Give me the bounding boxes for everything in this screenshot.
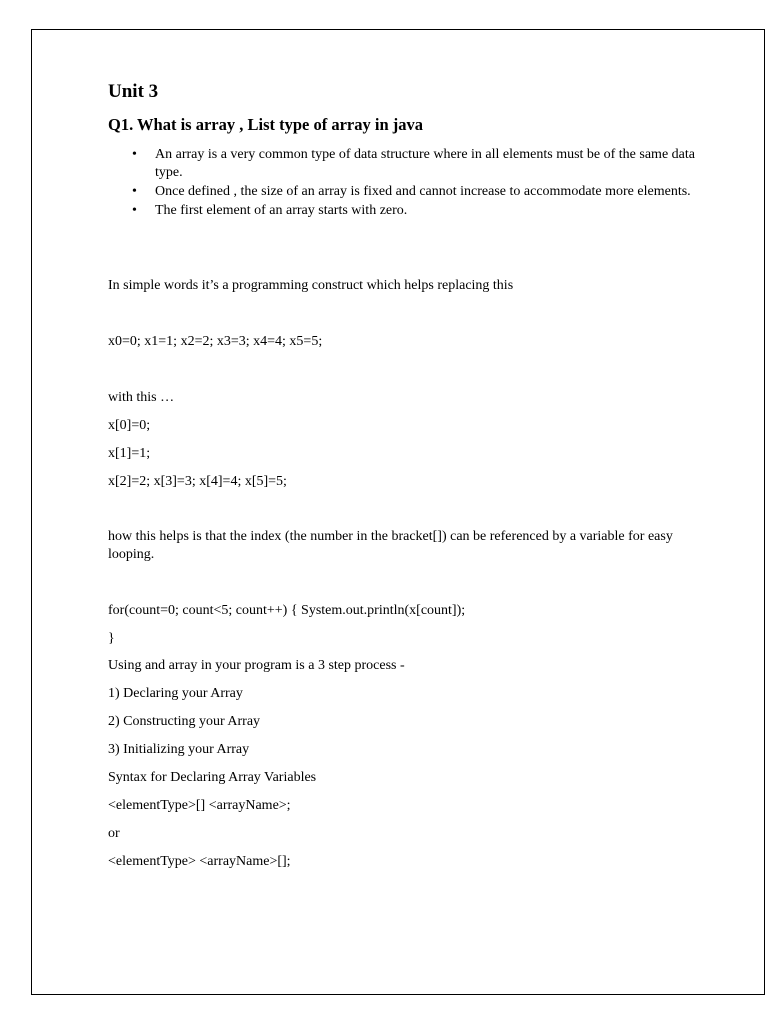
array-example-line: x[2]=2; x[3]=3; x[4]=4; x[5]=5; <box>108 474 287 489</box>
array-example-line: x[0]=0; <box>108 418 151 433</box>
three-step-text: Using and array in your program is a 3 step process - <box>108 658 405 673</box>
bullet-list <box>108 146 698 221</box>
list-item <box>108 202 698 220</box>
with-this-text: with this … <box>108 390 175 405</box>
for-loop-code: for(count=0; count<5; count++) { System.out.println(x[count]); <box>108 603 466 618</box>
unit-heading: Unit 3 <box>108 81 159 102</box>
step-3: 3) Initializing your Array <box>108 742 250 757</box>
step-1: 1) Declaring your Array <box>108 686 243 701</box>
list-item <box>108 146 698 182</box>
step-2: 2) Constructing your Array <box>108 714 261 729</box>
syntax-heading: Syntax for Declaring Array Variables <box>108 770 317 785</box>
syntax-line: <elementType> <arrayName>[]; <box>108 854 291 869</box>
index-explanation: how this helps is that the index (the number in the bracket[]) can be referenced by a variable for easy looping. <box>108 529 673 562</box>
closing-brace: } <box>108 631 115 646</box>
syntax-line: <elementType>[] <arrayName>; <box>108 798 291 813</box>
bullet-icon: • <box>132 147 137 162</box>
question-heading: Q1. What is array , List type of array in java <box>108 115 424 134</box>
or-text: or <box>108 826 120 841</box>
bullet-text: An array is a very common type of data structure where in all elements must be of the same data type. <box>155 147 695 180</box>
list-item <box>108 183 698 201</box>
bullet-icon: • <box>132 203 137 218</box>
intro-paragraph: In simple words it’s a programming construct which helps replacing this <box>108 278 514 293</box>
bullet-icon: • <box>132 184 137 199</box>
array-example-line: x[1]=1; <box>108 446 151 461</box>
bullet-text: The first element of an array starts with zero. <box>155 203 408 218</box>
bullet-text: Once defined , the size of an array is fixed and cannot increase to accommodate more elements. <box>155 184 691 199</box>
variables-example: x0=0; x1=1; x2=2; x3=3; x4=4; x5=5; <box>108 334 323 349</box>
